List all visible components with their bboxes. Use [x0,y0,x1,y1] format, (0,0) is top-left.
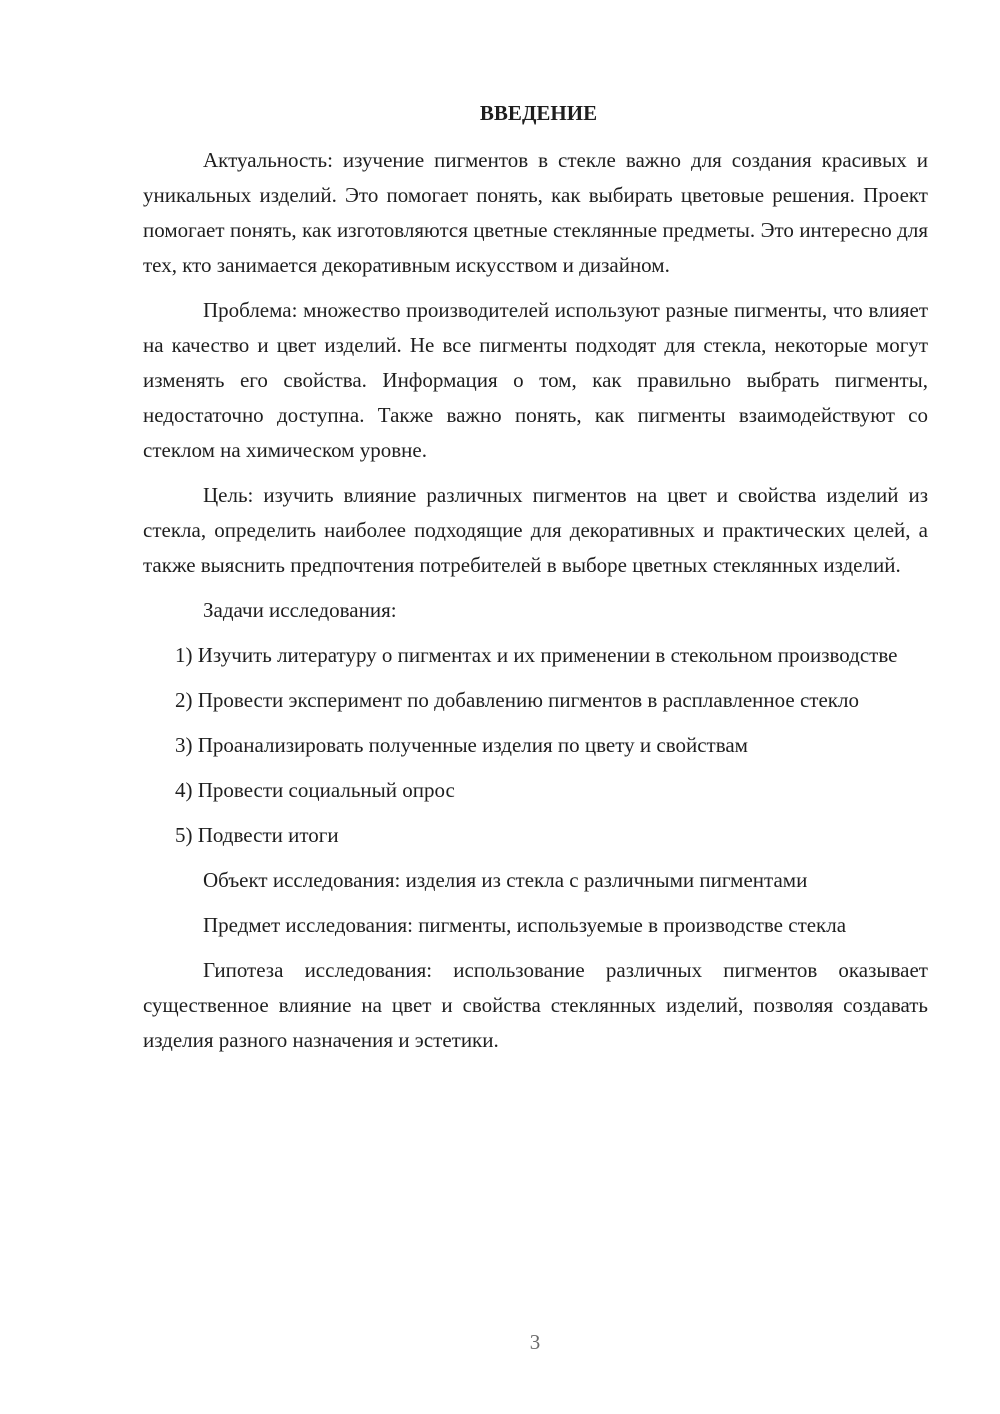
problem-paragraph: Проблема: множество производителей используют разные пигменты, что влияет на качество и цвет изделий. Не все пигменты подходят для стекла, некоторые могут изменять его свойства. Информация о том, как правильно выбрать пигменты, недостаточно доступна. Также важно понять, как пигменты взаимодействуют со стеклом на химическом уровне. [143,298,928,462]
task-item: 4) Провести социальный опрос [175,778,455,802]
task-item: 3) Проанализировать полученные изделия по цвету и свойствам [175,733,748,757]
task-item: 5) Подвести итоги [175,823,339,847]
hypothesis-paragraph: Гипотеза исследования: использование различных пигментов оказывает существенное влияние на цвет и свойства стеклянных изделий, позволяя создавать изделия разного назначения и эстетики. [143,958,928,1052]
tasks-heading: Задачи исследования: [203,598,397,622]
page-number: 3 [529,1330,541,1354]
task-item: 2) Провести эксперимент по добавлению пигментов в расплавленное стекло [175,688,859,712]
goal-paragraph: Цель: изучить влияние различных пигментов на цвет и свойства изделий из стекла, определить наиболее подходящие для декоративных и практических целей, а также выяснить предпочтения потребителей в выборе цветных стеклянных изделий. [143,483,928,577]
relevance-paragraph: Актуальность: изучение пигментов в стекле важно для создания красивых и уникальных изделий. Это помогает понять, как выбирать цветовые решения. Проект помогает понять, как изготовляются цветные стеклянные предметы. Это интересно для тех, кто занимается декоративным искусством и дизайном. [143,148,928,277]
document-page [143,96,928,1068]
section-heading: ВВЕДЕНИЕ [479,101,598,125]
object-paragraph: Объект исследования: изделия из стекла с различными пигментами [203,868,808,892]
task-item: 1) Изучить литературу о пигментах и их применении в стекольном производстве [175,643,898,667]
subject-paragraph: Предмет исследования: пигменты, используемые в производстве стекла [203,913,847,937]
